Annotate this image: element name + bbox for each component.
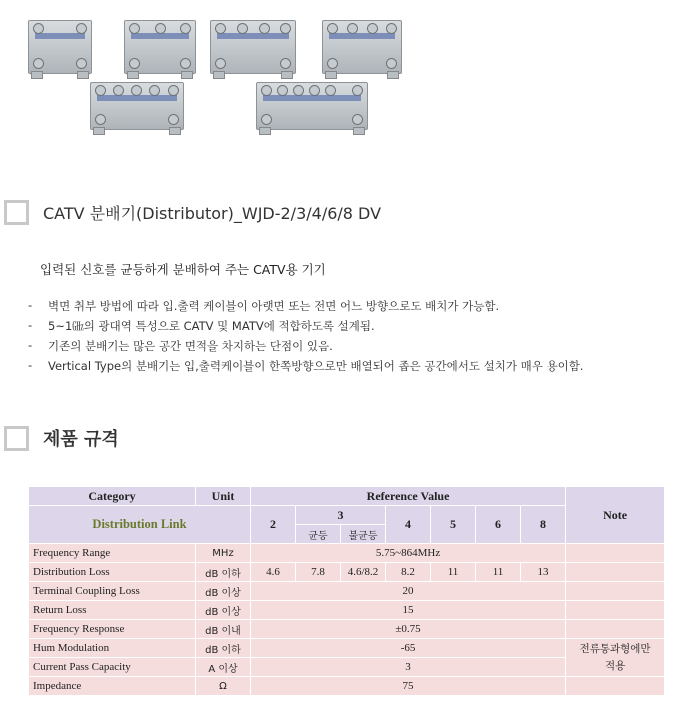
table-row: Frequency Response dB 이내 ±0.75 [29,620,665,639]
section-heading-product [4,200,381,225]
distributor-4way-image [210,20,296,74]
spec-title: 제품 규격 [43,429,119,450]
table-row: Hum Modulation dB 이하 -65 전류통과형에만 적용 [29,639,665,658]
section-heading-spec [4,425,119,451]
header-category: Category [29,487,196,506]
feature-list [28,298,583,378]
table-row: Terminal Coupling Loss dB 이상 20 [29,582,665,601]
header-note: Note [566,487,665,544]
table-header-row [29,487,665,506]
distributor-6way-image [90,82,184,130]
note-current-pass: 전류통과형에만 적용 [566,639,665,677]
distributor-8way-image [256,82,368,130]
distributor-2way-image [28,20,92,74]
table-link-subrow: 균등 불균등 [29,525,665,544]
product-images [20,8,400,138]
spec-table [28,486,665,696]
product-title: CATV 분배기(Distributor)_WJD-2/3/4/6/8 DV [43,204,382,223]
heading-square-icon [4,200,29,225]
table-link-row: Distribution Link 2 3 4 5 6 8 [29,506,665,525]
table-row: Impedance Ω 75 [29,677,665,696]
table-row: Distribution Loss dB 이하 4.6 7.8 4.6/8.2 8.2 11 11 13 [29,563,665,582]
table-row: Return Loss dB 이상 15 [29,601,665,620]
list-item: - Vertical Type의 분배기는 입,출력케이블이 한쪽방향으로만 배열되어 좁은 공간에서도 설치가 매우 용이함. [28,358,584,373]
header-distribution-link: Distribution Link [29,506,251,544]
heading-square-icon [4,426,29,451]
product-intro: 입력된 신호를 균등하게 분배하여 주는 CATV용 기기 [40,262,326,277]
table-row: Frequency Range MHz 5.75~864MHz [29,544,665,563]
header-reference-value: Reference Value [251,487,566,506]
distributor-3way-image [124,20,196,74]
list-item: - 벽면 취부 방법에 따라 입.출력 케이블이 아랫면 또는 전면 어느 방향으로도 배치가 가능함. [28,298,500,313]
distributor-4way-alt-image [322,20,402,74]
list-item: - 기존의 분배기는 많은 공간 면적을 차지하는 단점이 있음. [28,338,333,353]
table-row: Current Pass Capacity A 이상 3 [29,658,665,677]
header-unit: Unit [196,487,251,506]
list-item: - 5~1㎓의 광대역 특성으로 CATV 및 MATV에 적합하도록 설계됨. [28,318,375,333]
